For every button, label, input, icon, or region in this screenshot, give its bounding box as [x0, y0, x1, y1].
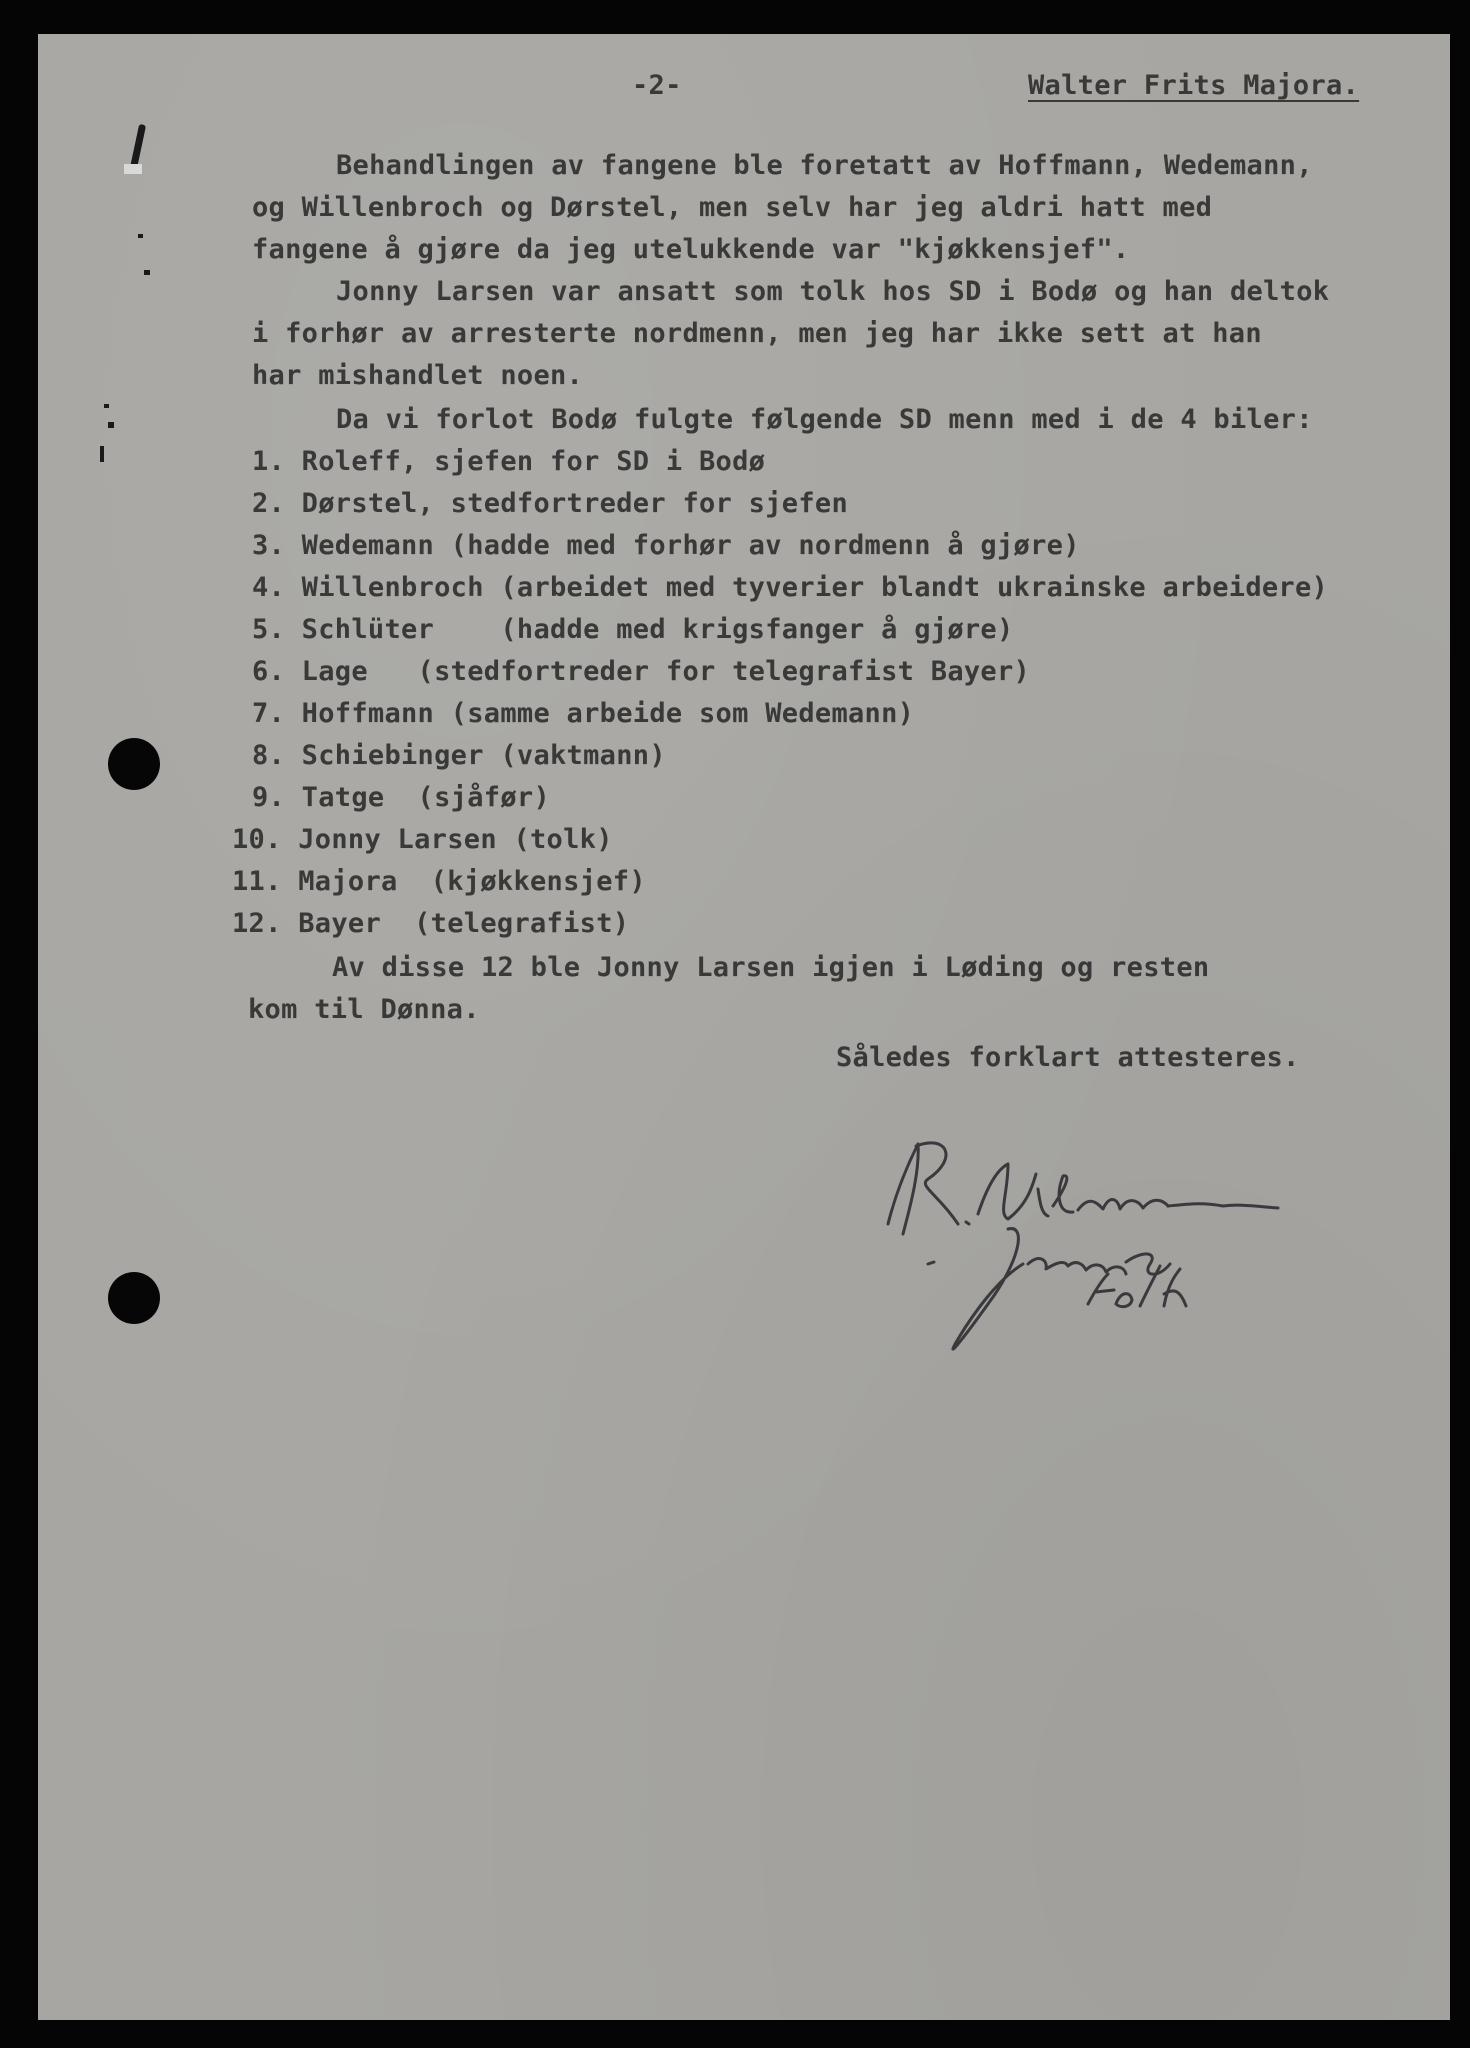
list-item: 12. Bayer (telegrafist) — [232, 908, 630, 939]
paragraph-line: kom til Dønna. — [248, 994, 480, 1025]
paragraph-line: Da vi forlot Bodø fulgte følgende SD menn med i de 4 biler: — [336, 404, 1313, 435]
paragraph-line: fangene å gjøre da jeg utelukkende var "kjøkkensjef". — [252, 234, 1130, 265]
margin-mark — [124, 164, 142, 174]
punch-hole-bottom — [108, 1272, 160, 1324]
punch-hole-top — [108, 738, 160, 790]
list-item: 6. Lage (stedfortreder for telegrafist Bayer) — [252, 656, 1031, 687]
list-item: 2. Dørstel, stedfortreder for sjefen — [252, 488, 848, 519]
list-item: 8. Schiebinger (vaktmann) — [252, 740, 666, 771]
signature — [858, 1114, 1298, 1364]
margin-mark — [144, 270, 150, 275]
list-item: 10. Jonny Larsen (tolk) — [232, 824, 613, 855]
list-item: 9. Tatge (sjåfør) — [252, 782, 550, 813]
paragraph-line: har mishandlet noen. — [252, 360, 584, 391]
paragraph-line: og Willenbroch og Dørstel, men selv har jeg aldri hatt med — [252, 192, 1213, 223]
list-item: 4. Willenbroch (arbeidet med tyverier blandt ukrainske arbeidere) — [252, 572, 1329, 603]
margin-mark — [138, 234, 143, 238]
header-name: Walter Frits Majora. — [1028, 70, 1360, 101]
list-item: 3. Wedemann (hadde med forhør av nordmenn å gjøre) — [252, 530, 1080, 561]
margin-mark — [104, 404, 109, 408]
paragraph-line: Behandlingen av fangene ble foretatt av Hoffmann, Wedemann, — [336, 150, 1313, 181]
page-number: -2- — [632, 70, 682, 101]
closing-line: Således forklart attesteres. — [836, 1042, 1300, 1073]
list-item: 5. Schlüter (hadde med krigsfanger å gjøre) — [252, 614, 1014, 645]
paragraph-line: Jonny Larsen var ansatt som tolk hos SD i Bodø og han deltok — [336, 276, 1330, 307]
document-page — [38, 34, 1450, 2020]
paragraph-line: i forhør av arresterte nordmenn, men jeg har ikke sett at han — [252, 318, 1262, 349]
list-item: 11. Majora (kjøkkensjef) — [232, 866, 646, 897]
margin-mark — [108, 422, 114, 428]
list-item: 1. Roleff, sjefen for SD i Bodø — [252, 446, 766, 477]
paragraph-line: Av disse 12 ble Jonny Larsen igjen i Løding og resten — [332, 952, 1210, 983]
list-item: 7. Hoffmann (samme arbeide som Wedemann) — [252, 698, 915, 729]
margin-mark — [100, 446, 104, 462]
